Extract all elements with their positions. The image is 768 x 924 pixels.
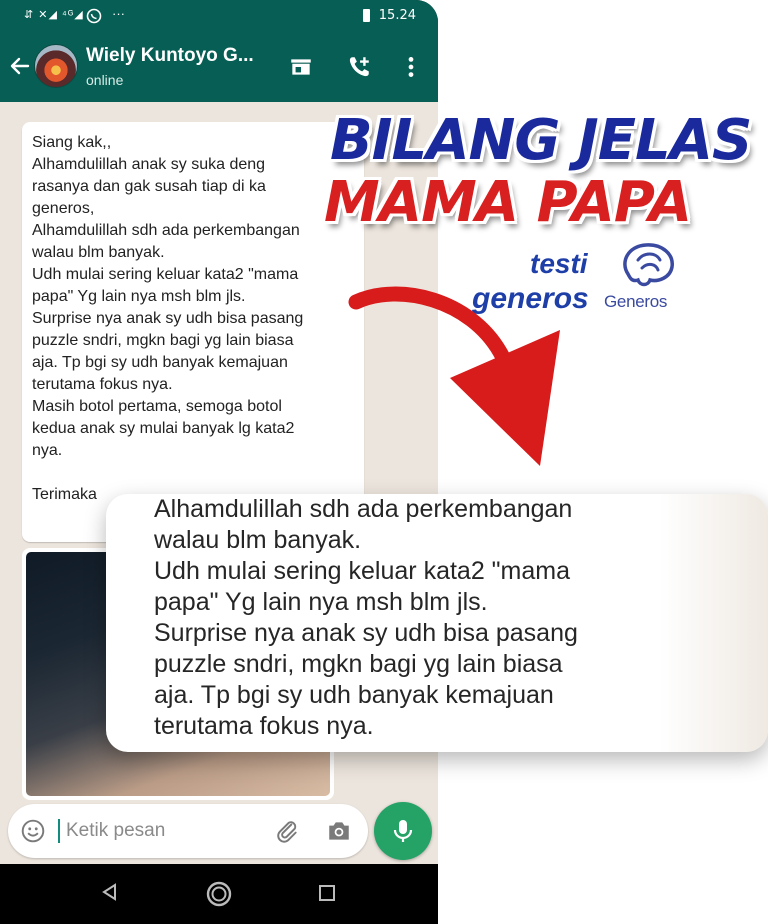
message-closing: Terimaka <box>32 486 97 503</box>
message-line: aja. Tp bgi sy udh banyak kemajuan <box>32 354 288 371</box>
contact-name[interactable]: Wiely Kuntoyo G... <box>86 45 254 66</box>
headline-line-2: MAMA PAPA <box>324 170 692 235</box>
zoom-line: papa" Yg lain nya msh blm jls. <box>154 588 488 616</box>
zoom-card-edge-fade <box>660 494 768 752</box>
headline-line-1: BILANG JELAS <box>330 108 752 173</box>
tag-generos: generos <box>472 282 589 315</box>
message-line: Surprise nya anak sy udh bisa pasang <box>32 310 304 327</box>
contact-status: online <box>86 72 124 88</box>
zoom-line: terutama fokus nya. <box>154 712 374 740</box>
message-line: papa" Yg lain nya msh blm jls. <box>32 288 246 305</box>
message-line: Masih botol pertama, semoga botol <box>32 398 282 415</box>
message-line: Alhamdulillah sdh ada perkembangan <box>32 222 300 239</box>
zoom-line: Surprise nya anak sy udh bisa pasang <box>154 619 578 647</box>
message-line: kedua anak sy mulai banyak lg kata2 <box>32 420 295 437</box>
signal-indicators: ⇵ ✕◢ ⁴ᴳ◢ <box>24 9 84 21</box>
message-line: nya. <box>32 442 63 459</box>
message-line: Alhamdulillah anak sy suka deng <box>32 156 266 173</box>
message-line: puzzle sndri, mgkn bagi yg lain biasa <box>32 332 294 349</box>
message-line: rasanya dan gak susah tiap di ka <box>32 178 266 195</box>
message-input[interactable]: Ketik pesan <box>66 820 166 841</box>
generos-logo-text: Generos <box>604 292 668 311</box>
zoom-line: puzzle sndri, mgkn bagi yg lain biasa <box>154 650 563 678</box>
zoom-line: aja. Tp bgi sy udh banyak kemajuan <box>154 681 554 709</box>
message-line: generos, <box>32 200 95 217</box>
more-notifications: ··· <box>112 6 125 21</box>
tag-testi: testi <box>530 248 588 279</box>
zoom-line: Udh mulai sering keluar kata2 "mama <box>154 557 571 585</box>
message-line: terutama fokus nya. <box>32 376 173 393</box>
zoomed-message-card <box>106 494 768 752</box>
clock: 15.24 <box>378 8 416 23</box>
zoom-line: Alhamdulillah sdh ada perkembangan <box>154 495 573 523</box>
message-line: Siang kak,, <box>32 134 112 151</box>
message-line: Udh mulai sering keluar kata2 "mama <box>32 266 299 283</box>
zoom-line: walau blm banyak. <box>154 526 362 554</box>
message-line: walau blm banyak. <box>32 244 165 261</box>
